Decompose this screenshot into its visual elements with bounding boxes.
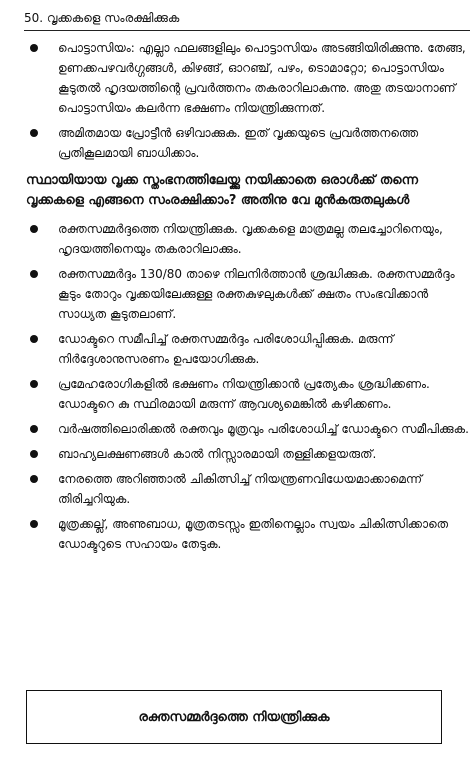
page-header: 50. വൃക്കകളെ സംരക്ഷിക്കുക bbox=[24, 11, 180, 25]
list-item bbox=[26, 123, 470, 163]
bullet-icon bbox=[30, 335, 38, 343]
list-item-text: ഡോക്ടറെ സമീപിച്ച് രക്തസമ്മർദ്ദം പരിശോധിപ്പിക്കുക. മരുന്ന് നിർദ്ദേശാനുസരണം ഉപയോഗിക്കുക. bbox=[58, 332, 394, 366]
boxed-title-text: രക്തസമ്മർദ്ദത്തെ നിയന്ത്രിക്കുക bbox=[138, 709, 330, 725]
bullet-icon bbox=[30, 44, 38, 52]
list-item-text: രക്തസമ്മർദ്ദം 130/80 താഴെ നിലനിർത്താൻ ശ്രദ്ധിക്കുക. രക്തസമ്മർദ്ദം കൂടും തോറും വൃക്കയിലേക്കുള്ള രക്തകുഴലുകൾക്ക് ക്ഷതം സംഭവിക്കാൻ സാധ്യത കൂടുതലാണ്. bbox=[58, 267, 455, 321]
bullet-list-bottom bbox=[26, 219, 470, 554]
bullet-icon bbox=[30, 520, 38, 528]
section-heading: സ്ഥായിയായ വൃക്ക സ്തംഭനത്തിലേയ്ക്കു നയിക്കാതെ ഒരാൾക്ക് തന്നെ വൃക്കകളെ എങ്ങനെ സംരക്ഷിക്കാം? അതിനു വേ മുൻകരുതലുകൾ bbox=[26, 173, 418, 208]
list-item bbox=[26, 329, 470, 369]
list-item bbox=[26, 444, 470, 464]
list-item bbox=[26, 374, 470, 414]
list-item bbox=[26, 264, 470, 324]
bullet-icon bbox=[30, 270, 38, 278]
list-item bbox=[26, 38, 470, 118]
bullet-icon bbox=[30, 129, 38, 137]
boxed-section-title bbox=[26, 690, 442, 744]
bullet-icon bbox=[30, 380, 38, 388]
bullet-icon bbox=[30, 450, 38, 458]
list-item-text: വർഷത്തിലൊരിക്കൽ രക്തവും മൂത്രവും പരിശോധിച്ച് ഡോക്ടറെ സമീപിക്കുക. bbox=[58, 422, 469, 436]
bullet-icon bbox=[30, 475, 38, 483]
bullet-icon bbox=[30, 425, 38, 433]
page-content bbox=[26, 38, 470, 559]
header-rule bbox=[24, 30, 470, 31]
list-item-text: ബാഹ്യലക്ഷണങ്ങൾ കാൽ നിസ്സാരമായി തള്ളിക്കളയരുത്. bbox=[58, 447, 377, 461]
list-item bbox=[26, 419, 470, 439]
list-item-text: പ്രമേഹരോഗികളിൽ ഭക്ഷണം നിയന്ത്രിക്കാൻ പ്രത്യേകം ശ്രദ്ധിക്കണം. ഡോക്ടറെ കു സ്ഥിരമായി മരുന്ന് ആവശ്യമെങ്കിൽ കഴിക്കണം. bbox=[58, 377, 430, 411]
bullet-icon bbox=[30, 225, 38, 233]
list-item bbox=[26, 469, 470, 509]
list-item bbox=[26, 514, 470, 554]
list-item-text: മൂത്രക്കല്ല്, അണുബാധ, മൂത്രതടസ്സം ഇതിനെല്ലാം സ്വയം ചികിത്സിക്കാതെ ഡോക്ടറുടെ സഹായം തേടുക. bbox=[58, 517, 449, 551]
list-item-text: രക്തസമ്മർദ്ദത്തെ നിയന്ത്രിക്കുക. വൃക്കകളെ മാത്രമല്ല തലച്ചോറിനെയും, ഹൃദയത്തിനെയും തകരാറിലാക്കും. bbox=[58, 222, 443, 256]
list-item bbox=[26, 219, 470, 259]
list-item-text: പൊട്ടാസിയം: എല്ലാ ഫലങ്ങളിലും പൊട്ടാസിയം അടങ്ങിയിരിക്കുന്നു. തേങ്ങ, ഉണക്കപഴവർഗ്ഗങ്ങൾ, കിഴങ്ങ്, ഓറഞ്ച്, പഴം, ടൊമാറ്റോ; പൊട്ടാസിയം കൂടുതൽ ഹൃദയത്തിന്റെ പ്രവർത്തനം തകരാറിലാകുന്നു. അതു തടയാനാണ് പൊട്ടാസിയം കലർന്ന ഭക്ഷണം നിയന്ത്രിക്കുന്നത്. bbox=[58, 41, 466, 115]
bullet-list-top bbox=[26, 38, 470, 163]
list-item-text: അമിതമായ പ്രോട്ടീൻ ഒഴിവാക്കുക. ഇത് വൃക്കയുടെ പ്രവർത്തനത്തെ പ്രതികൂലമായി ബാധിക്കാം. bbox=[58, 126, 419, 160]
list-item-text: നേരത്തെ അറിഞ്ഞാൽ ചികിത്സിച്ച് നിയന്ത്രണവിധേയമാക്കാമെന്ന് തിരിച്ചറിയുക. bbox=[58, 472, 423, 506]
